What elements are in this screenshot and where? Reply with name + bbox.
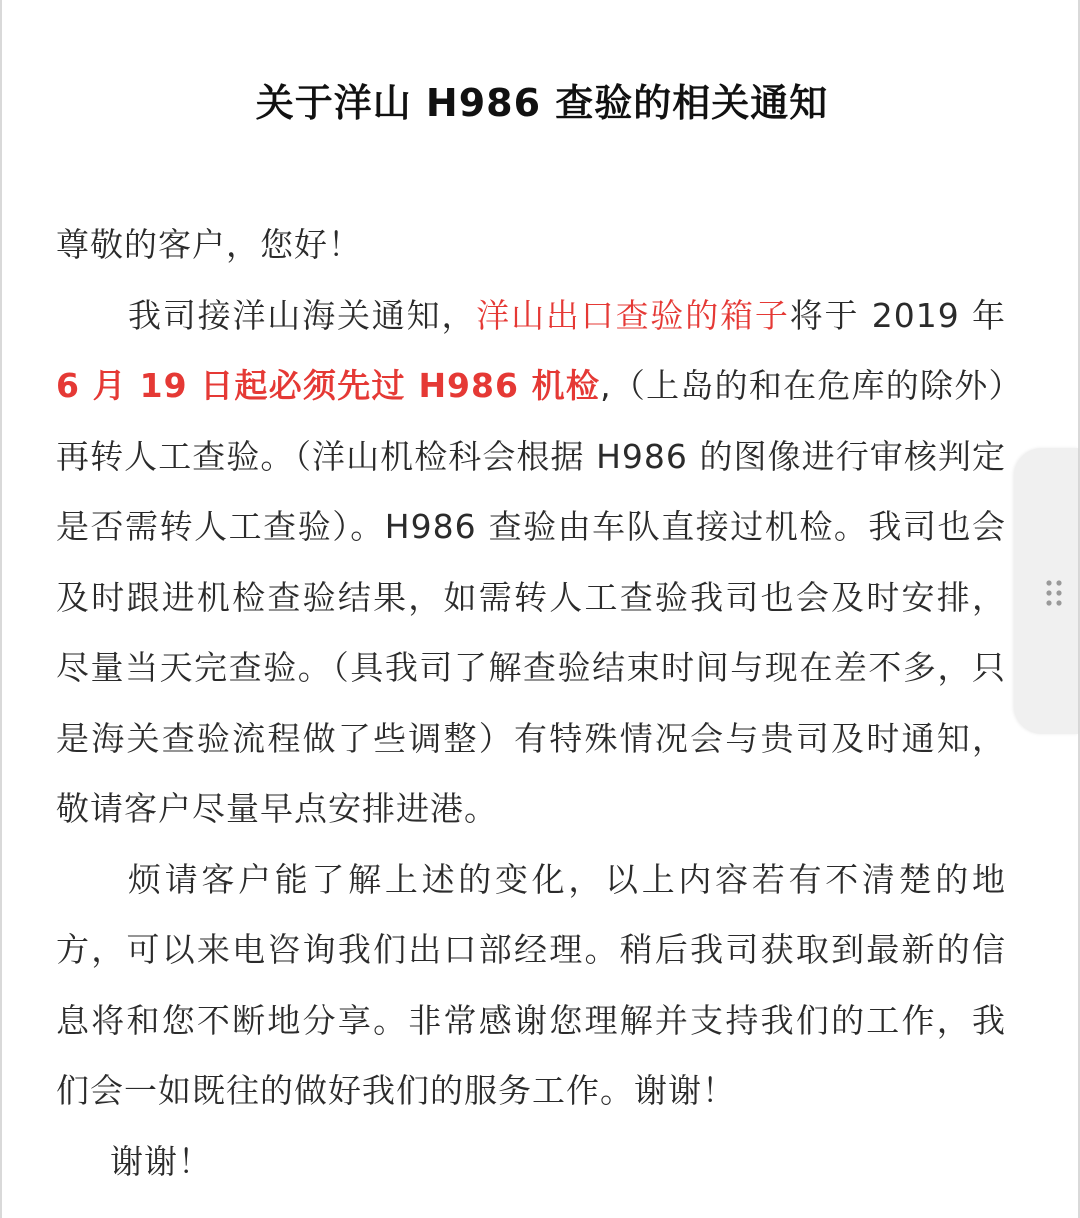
side-drawer-handle[interactable] (1014, 448, 1078, 734)
notice-body (56, 210, 1006, 1197)
paragraph-main-text-3: ,（上岛的和在危库的除外）再转人工查验。（洋山机检科会根据 H986 的图像进行审核判定是否需转人工查验）。H986 查验由车队直接过机检。我司也会及时跟进机检查验结果，如需转人工查验我司也会及时安排，尽量当天完查验。（具我司了解查验结束时间与现在差不多，只是海关查验流程做了些调整）有特殊情况会与贵司及时通知，敬请客户尽量早点安排进港。 (56, 366, 1006, 828)
sign-off: 谢谢！ (110, 1141, 212, 1181)
greeting: 尊敬的客户，您好！ (56, 225, 362, 264)
highlight-export-inspection: 洋山出口查验的箱子 (476, 295, 790, 335)
paragraph-main-text-1: 我司接洋山海关通知， (128, 295, 477, 335)
paragraph-main (56, 281, 1006, 845)
paragraph-closing: 烦请客户能了解上述的变化，以上内容若有不清楚的地方，可以来电咨询我们出口部经理。稍后我司获取到最新的信息将和您不断地分享。非常感谢您理解并支持我们的工作，我们会一如既往的做好我们的服务工作。谢谢！ (56, 859, 1006, 1110)
notice-title: 关于洋山 H986 查验的相关通知 (255, 81, 829, 125)
paragraph-main-text-2: 将于 2019 年 (789, 295, 1007, 335)
drag-handle-icon (1044, 578, 1064, 608)
highlight-h986-date: 6 月 19 日起必须先过 H986 机检 (56, 366, 601, 405)
